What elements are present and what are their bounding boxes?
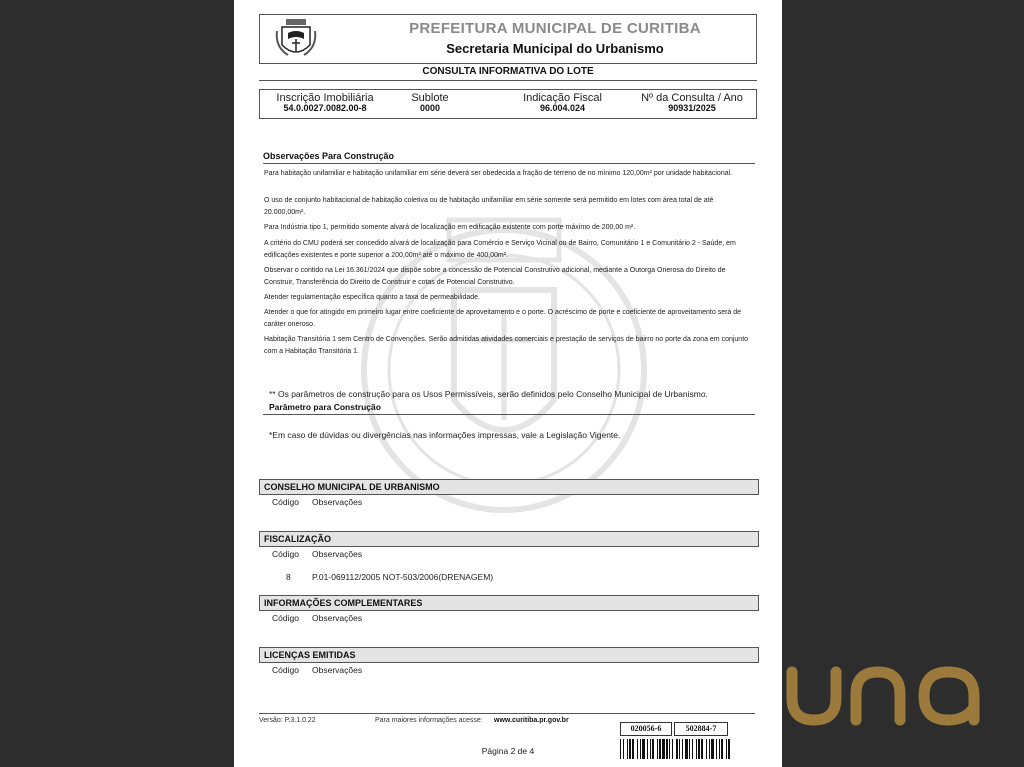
verification-code-2: 502884-7 [674,722,728,736]
cmu-section-bar: CONSELHO MUNICIPAL DE URBANISMO [259,479,759,495]
city-coat-of-arms-icon [274,17,318,61]
licencas-section-bar: LICENÇAS EMITIDAS [259,647,759,663]
column-header-observacoes: Observações [312,665,363,675]
website-link[interactable]: www.curitiba.pr.gov.br [494,717,569,724]
una-logo-icon [784,662,984,728]
field-value: 0000 [419,103,441,113]
field-value: 96.004.024 [539,103,586,113]
divider [263,414,755,415]
field-label: Nº da Consulta / Ano [641,92,743,104]
verification-code-1: 020056-6 [620,722,672,736]
inscricao-field [270,92,380,113]
column-header-codigo: Código [272,665,299,675]
observation-paragraph: Observar o contido na Lei 16.361/2024 que dispõe sobre a concessão de Potencial Construtivo adicional, mediante a Outorga Onerosa do Direito de Construir, Transferência do Direito de Construir e cotas de Potencial Construtivo. [264,267,726,286]
field-label: Indicação Fiscal [523,92,602,104]
version-label: Versão: P.3.1.0.22 [259,717,316,724]
field-label: Sublote [411,92,449,104]
more-info-label: Para maiores informações acesse: [375,717,483,724]
observation-paragraph: O uso de conjunto habitacional de habitação coletiva ou de habitação unifamiliar em série somente será permitido em lotes com área total de até 20.000,00m². [264,197,714,216]
field-value: 90931/2025 [668,103,716,113]
column-header-codigo: Código [272,497,299,507]
fiscalizacao-row-codigo: 8 [286,572,291,582]
observation-paragraph: Para Indústria tipo 1, permitido somente alvará de localização em edificação existente com porte máximo de 200,00 m². [264,224,636,231]
column-header-observacoes: Observações [312,497,363,507]
fiscalizacao-section-bar: FISCALIZAÇÃO [259,531,759,547]
page-number: Página 2 de 4 [481,746,535,756]
city-hall-title: PREFEITURA MUNICIPAL DE CURITIBA [409,20,701,37]
lot-info-box [259,89,757,119]
column-header-observacoes: Observações [312,549,363,559]
document-page [234,0,782,767]
observation-paragraph: A critério do CMU poderá ser concedido alvará de localização para Comércio e Serviço Vicinal ou de Bairro, Comunitário 1 e Comunitário 2 - Saúde, em edificações existentes e porte superior a 200,00m² até o máximo de 400,00m². [264,240,736,259]
complementares-section-bar: INFORMAÇÕES COMPLEMENTARES [259,595,759,611]
indicacao-fiscal-field [515,92,610,113]
column-header-observacoes: Observações [312,613,363,623]
fiscalizacao-row-observacao: P.01-069112/2005 NOT-503/2006(DRENAGEM) [312,572,494,582]
observation-paragraph: Atender o que for atingido em primeiro lugar entre coeficiente de aproveitamento e o porte. O acréscimo de porte e coeficiente de aproveitamento será de caráter oneroso. [264,309,742,328]
observacoes-heading: Observações Para Construção [263,151,395,161]
field-value: 54.0.0027.0082.00-8 [283,103,367,113]
department-subtitle: Secretaria Municipal do Urbanismo [446,41,664,56]
column-header-codigo: Código [272,613,299,623]
field-label: Inscrição Imobiliária [276,92,374,104]
observation-paragraph: Atender regulamentação específica quanto a taxa de permeabilidade. [264,294,480,301]
sublote-field [395,92,465,113]
divider [259,80,757,81]
parametros-note: ** Os parâmetros de construção para os Usos Permissíveis, serão definidos pelo Conselho Municipal de Urbanismo. [269,389,708,399]
footer-divider [259,713,755,714]
consulta-ano-field [632,92,752,113]
duvidas-note: *Em caso de dúvidas ou divergências nas informações impressas, vale a Legislação Vigente. [269,430,621,440]
column-header-codigo: Código [272,549,299,559]
observation-paragraph: Para habitação unifamiliar e habitação unifamiliar em série deverá ser obedecida a fração de terreno de no mínimo 120,00m² por unidade habitacional. [264,170,733,177]
divider [263,163,755,164]
document-title: CONSULTA INFORMATIVA DO LOTE [422,66,594,77]
header-box [259,14,757,64]
observation-paragraph: Habitação Transitória 1 sem Centro de Convenções. Serão admitidas atividades comerciais e prestação de serviços de bairro no porte da zona em conjunto com a Habitação Transitória 1. [264,336,749,355]
parametro-heading: Parâmetro para Construção [269,402,381,412]
